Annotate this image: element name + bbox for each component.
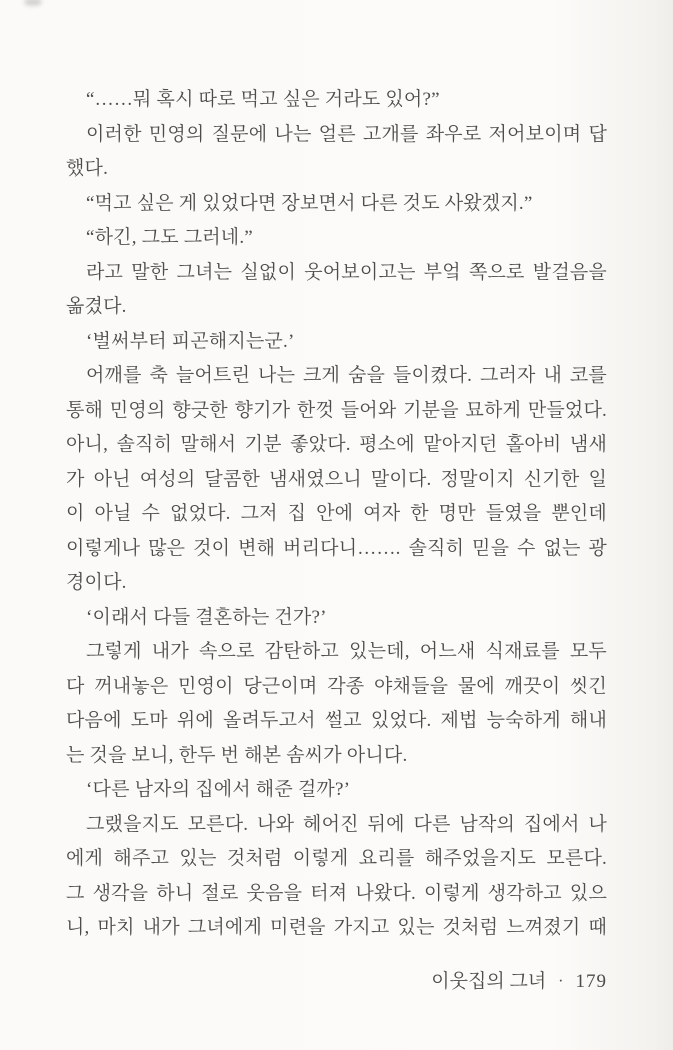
dialogue-line: “……뭐 혹시 따로 먹고 싶은 거라도 있어?” [86, 89, 440, 110]
thought-line: ‘다른 남자의 집에서 해준 걸까?’ [86, 779, 351, 800]
scan-smudge [24, 0, 42, 6]
narration-line: 그렇게 내가 속으로 감탄하고 있는데, 어느새 식재료를 모두 [86, 641, 607, 662]
narration-line: 어깨를 축 늘어트린 나는 크게 숨을 들이켰다. 그러자 내 코를 [86, 365, 607, 386]
narration-line: 다 꺼내놓은 민영이 당근이며 각종 야채들을 물에 깨끗이 씻긴 [66, 675, 607, 697]
narration-line: 이러한 민영의 질문에 나는 얼른 고개를 좌우로 저어보이며 답 [86, 123, 607, 145]
running-title: 이웃집의 그녀 [431, 971, 547, 992]
narration-line: 이 아닐 수 없었다. 그저 집 안에 여자 한 명만 들였을 뿐인데 [66, 503, 607, 524]
narration-line: 했다. [66, 158, 109, 179]
narration-line: 옮겼다. [66, 296, 127, 317]
narration-line: 가 아닌 여성의 달콤한 냄새였으니 말이다. 정말이지 신기한 일 [66, 468, 607, 490]
page-number: 179 [575, 971, 607, 992]
narration-line: 경이다. [66, 572, 127, 593]
dialogue-line: “하긴, 그도 그러네.” [86, 227, 253, 248]
narration-line: 그 생각을 하니 절로 웃음을 터져 나왔다. 이렇게 생각하고 있으 [66, 882, 607, 904]
narration-line: 아니, 솔직히 말해서 기분 좋았다. 평소에 맡아지던 홀아비 냄새 [66, 434, 607, 455]
narration-line: 다음에 도마 위에 올려두고서 썰고 있었다. 제법 능숙하게 해내 [66, 710, 607, 731]
thought-line: ‘벌써부터 피곤해지는군.’ [86, 330, 295, 352]
footer-separator-dot: · [558, 973, 564, 990]
page-footer [431, 966, 607, 993]
narration-line: 에게 해주고 있는 것처럼 이렇게 요리를 해주었을지도 모른다. [66, 848, 607, 869]
narration-line: 이렇게나 많은 것이 변해 버리다니……. 솔직히 믿을 수 없는 광 [66, 537, 607, 559]
page-text-block [66, 83, 607, 946]
narration-line: 는 것을 보니, 한두 번 해본 솜씨가 아니다. [66, 744, 408, 766]
narration-line: 그랬을지도 모른다. 나와 헤어진 뒤에 다른 남작의 집에서 나 [86, 813, 607, 835]
narration-line: 라고 말한 그녀는 실없이 웃어보이고는 부엌 쪽으로 발걸음을 [86, 261, 607, 283]
dialogue-line: “먹고 싶은 게 있었다면 장보면서 다른 것도 사왔겠지.” [86, 192, 533, 214]
thought-line: ‘이래서 다들 결혼하는 건가?’ [86, 606, 327, 628]
narration-line: 니, 마치 내가 그녀에게 미련을 가지고 있는 것처럼 느껴졌기 때 [66, 917, 607, 938]
narration-line: 통해 민영의 향긋한 향기가 한껏 들어와 기분을 묘하게 만들었다. [66, 399, 607, 421]
